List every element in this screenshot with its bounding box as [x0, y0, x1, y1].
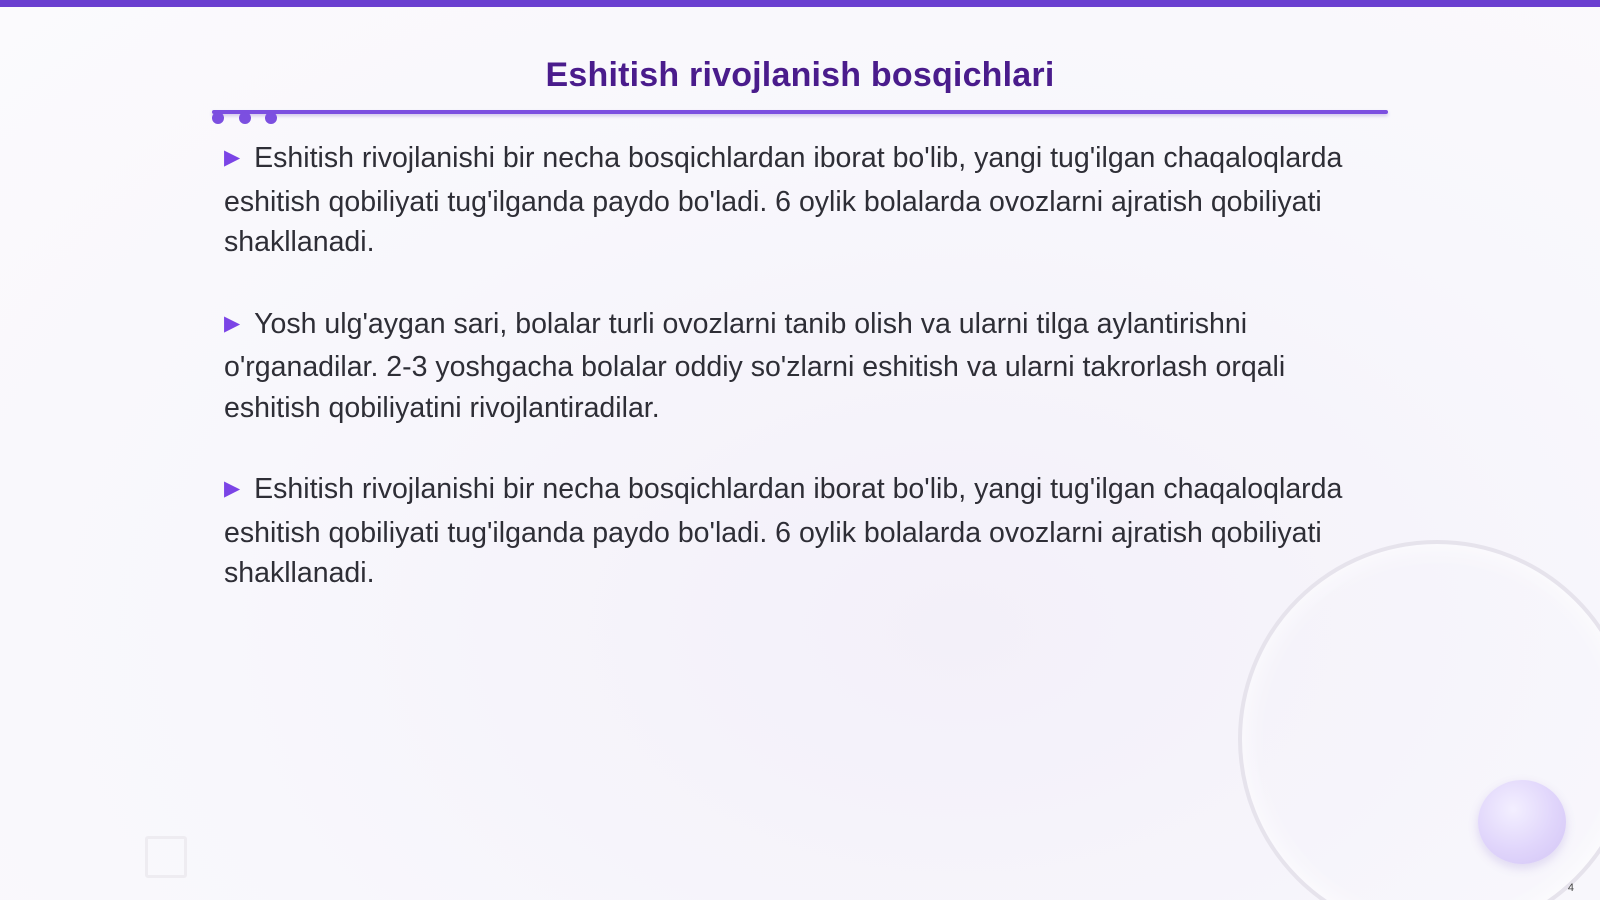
decorative-dot	[212, 112, 224, 124]
bullet-item	[224, 304, 1374, 429]
bullet-text: Eshitish rivojlanishi bir necha bosqichlardan iborat bo'lib, yangi tug'ilgan chaqaloqlarda eshitish qobiliyati tug'ilganda paydo bo'ladi. 6 oylik bolalarda ovozlarni ajratish qobiliyati shakllanadi.	[224, 142, 1343, 258]
decorative-orb	[1478, 780, 1566, 864]
decorative-dot	[239, 112, 251, 124]
bullet-text: Eshitish rivojlanishi bir necha bosqichlardan iborat bo'lib, yangi tug'ilgan chaqaloqlarda eshitish qobiliyati tug'ilganda paydo bo'ladi. 6 oylik bolalarda ovozlarni ajratish qobiliyati shakllanadi.	[224, 473, 1343, 589]
bullet-text: Yosh ulg'aygan sari, bolalar turli ovozlarni tanib olish va ularni tilga aylantirishni o'rganadilar. 2-3 yoshgacha bolalar oddiy so'zlarni eshitish va ularni takrorlash orqali eshitish qobiliyatini rivojlantiradilar.	[224, 307, 1286, 424]
top-accent-bar	[0, 0, 1600, 7]
decorative-dot	[265, 112, 277, 124]
slide-title: Eshitish rivojlanish bosqichlari	[545, 56, 1055, 94]
bullet-arrow-icon: ▶	[224, 477, 241, 500]
bullet-item	[224, 138, 1374, 263]
bullet-list	[224, 138, 1374, 635]
decorative-square	[145, 836, 187, 878]
bullet-arrow-icon: ▶	[224, 311, 241, 335]
bullet-item	[224, 469, 1374, 594]
page-number: 4	[1567, 882, 1574, 894]
title-underline	[212, 110, 1388, 114]
bullet-arrow-icon: ▶	[224, 146, 241, 169]
